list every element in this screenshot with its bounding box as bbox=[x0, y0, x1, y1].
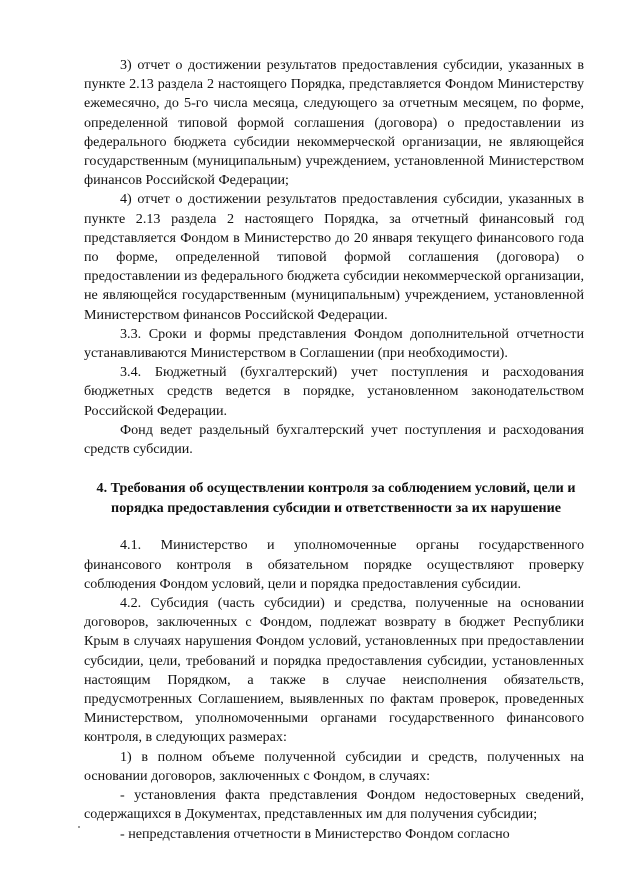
paragraph-false-info: - установления факта представления Фондом недостоверных сведений, содержащихся в Документах, представленных им для получения субсидии; bbox=[84, 787, 584, 823]
scan-artifact bbox=[78, 826, 80, 828]
paragraph-report-monthly: 3) отчет о достижении результатов предоставления субсидии, указанных в пункте 2.13 раздела 2 настоящего Порядка, представляется Фондом Министерству ежемесячно, до 5-го числа месяца, следующего за отчетным месяцем, по форме, определенной типовой формой соглашения (договора) о предоставлении из федерального бюджета субсидии некоммерческой организации, не являющейся государственным (муниципальным) учреждением, установленной Министерством финансов Российской Федерации; bbox=[84, 57, 584, 189]
paragraph-4-2: 4.2. Субсидия (часть субсидии) и средства, полученные на основании договоров, заключенных с Фондом, подлежат возврату в бюджет Республики Крым в случаях нарушения Фондом условий, установленных при предоставлении субсидии, цели, требований и порядка предоставления субсидии, установленных настоящим Порядком, а также в случае неисполнения обязательств, предусмотренных Соглашением, выявленных по фактам проверок, проведенных Министерством, уполномоченными органами государственного финансового контроля, в следующих размерах: bbox=[84, 595, 584, 746]
paragraph-4-1: 4.1. Министерство и уполномоченные органы государственного финансового контроля в обязательном порядке осуществляют проверку соблюдения Фондом условий, цели и порядка предоставления субсидии. bbox=[84, 537, 584, 592]
paragraph-report-annual: 4) отчет о достижении результатов предоставления субсидии, указанных в пункте 2.13 раздела 2 настоящего Порядка, за отчетный финансовый год представляется Фондом в Министерство до 20 января текущего финансового года по форме, определенной типовой формой соглашения (договора) о предоставлении из федерального бюджета субсидии некоммерческой организации, не являющейся государственным (муниципальным) учреждением, установленной Министерством финансов Российской Федерации. bbox=[84, 191, 584, 323]
section-heading: 4. Требования об осуществлении контроля за соблюдением условий, цели и порядка предоставления субсидии и ответственности за их нарушение bbox=[96, 480, 576, 516]
paragraph-separate-accounting: Фонд ведет раздельный бухгалтерский учет поступления и расходования средств субсидии. bbox=[84, 421, 584, 458]
paragraph-3-3: 3.3. Сроки и формы представления Фондом дополнительной отчетности устанавливаются Министерством в Соглашении (при необходимости). bbox=[84, 325, 584, 362]
paragraph-3-4: 3.4. Бюджетный (бухгалтерский) учет поступления и расходования бюджетных средств ведется в порядке, установленном законодательством Российской Федерации. bbox=[84, 364, 584, 419]
paragraph-no-reporting: - непредставления отчетности в Министерство Фондом согласно bbox=[120, 825, 510, 842]
paragraph-full-refund: 1) в полном объеме полученной субсидии и средств, полученных на основании договоров, заключенных с Фондом, в случаях: bbox=[84, 748, 584, 784]
